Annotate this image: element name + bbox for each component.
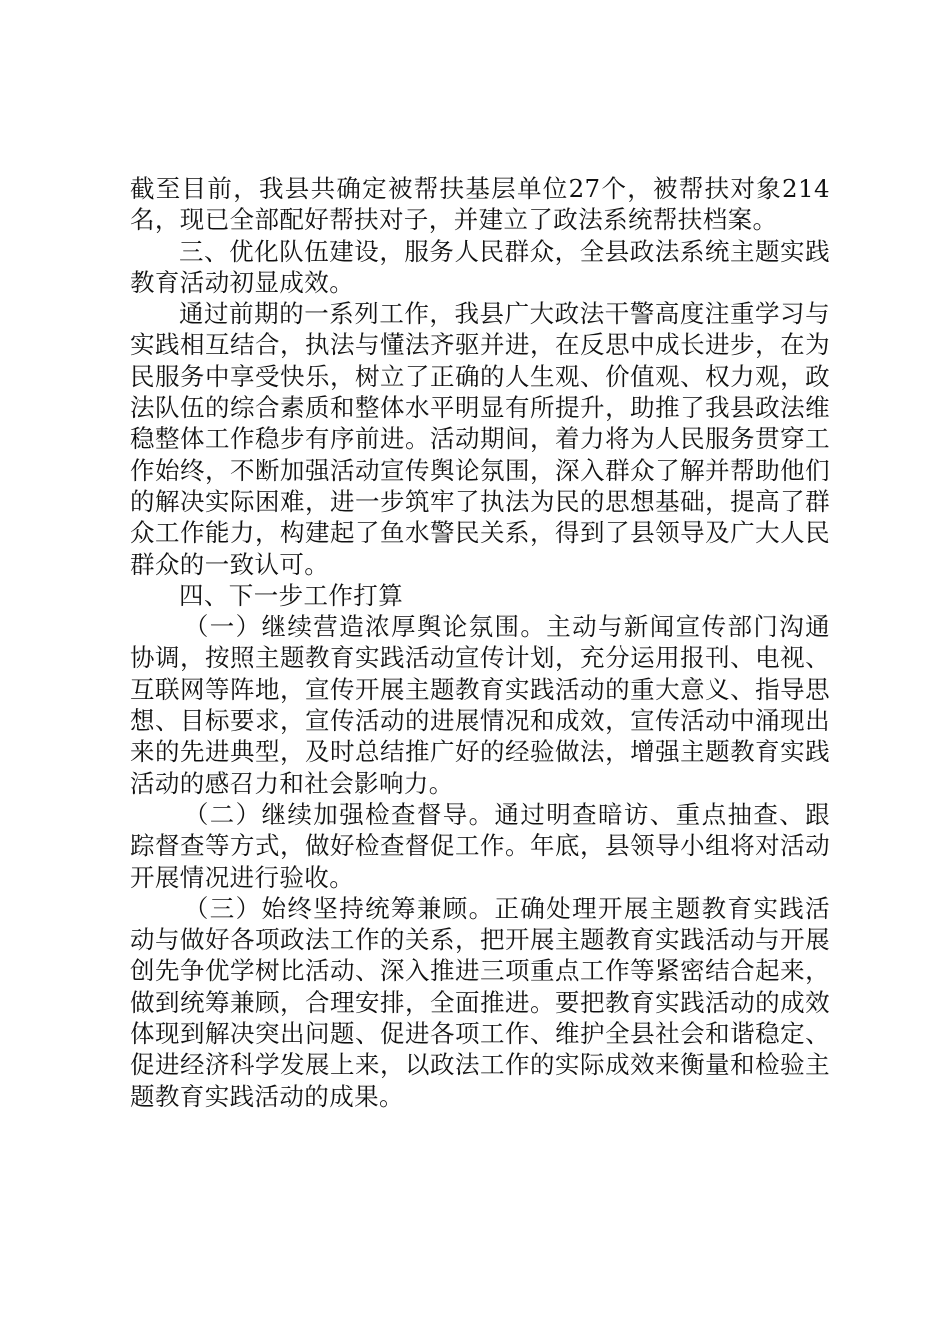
paragraph-plan-three: （三）始终坚持统筹兼顾。正确处理开展主题教育实践活动与做好各项政法工作的关系，把开展主题教育实践活动与开展创先争优学树比活动、深入推进三项重点工作等紧密结合起来，做到统筹兼顾，合理安排，全面推进。要把教育实践活动的成效体现到解决突出问题、促进各项工作、维护全县社会和谐稳定、促进经济科学发展上来，以政法工作的实际成效来衡量和检验主题教育实践活动的成果。 (130, 893, 830, 1111)
heading-section-four: 四、下一步工作打算 (179, 580, 404, 610)
paragraph-results: 通过前期的一系列工作，我县广大政法干警高度注重学习与实践相互结合，执法与懂法齐驱并进，在反思中成长进步，在为民服务中享受快乐，树立了正确的人生观、价值观、权力观，政法队伍的综合素质和整体水平明显有所提升，助推了我县政法维稳整体工作稳步有序前进。活动期间，着力将为人民服务贯穿工作始终，不断加强活动宣传舆论氛围，深入群众了解并帮助他们的解决实际困难，进一步筑牢了执法为民的思想基础，提高了群众工作能力，构建起了鱼水警民关系，得到了县领导及广大人民群众的一致认可。 (130, 299, 830, 579)
paragraph-support-summary: 截至目前，我县共确定被帮扶基层单位27个，被帮扶对象214名，现已全部配好帮扶对子，并建立了政法系统帮扶档案。 (130, 174, 830, 235)
paragraph-plan-one: （一）继续营造浓厚舆论氛围。主动与新闻宣传部门沟通协调，按照主题教育实践活动宣传计划，充分运用报刊、电视、互联网等阵地，宣传开展主题教育实践活动的重大意义、指导思想、目标要求，宣传活动的进展情况和成效，宣传活动中涌现出来的先进典型，及时总结推广好的经验做法，增强主题教育实践活动的感召力和社会影响力。 (130, 612, 830, 798)
paragraph-plan-two: （二）继续加强检查督导。通过明查暗访、重点抽查、跟踪督查等方式，做好检查督促工作。年底，县领导小组将对活动开展情况进行验收。 (130, 799, 830, 892)
document-page (130, 173, 830, 1112)
heading-section-three: 三、优化队伍建设，服务人民群众，全县政法系统主题实践教育活动初显成效。 (130, 236, 830, 297)
